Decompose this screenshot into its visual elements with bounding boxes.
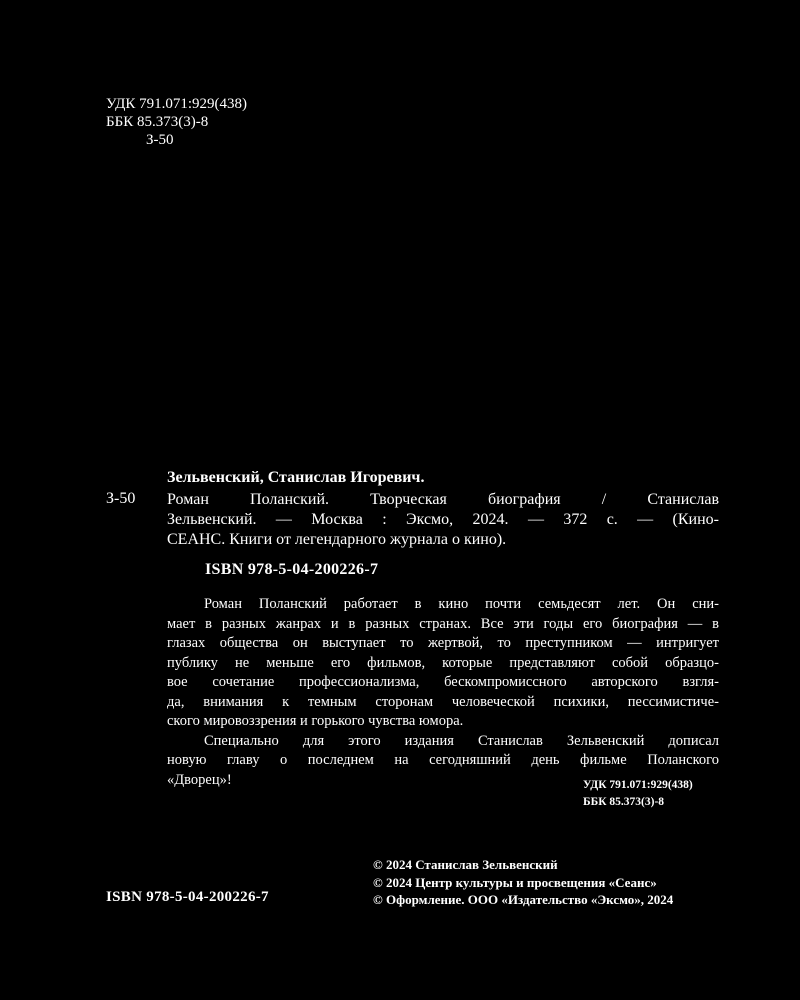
bibliographic-description <box>167 490 719 550</box>
author-heading: Зельвенский, Станислав Игоревич. <box>167 469 425 486</box>
copyright-line: © Оформление. ООО «Издательство «Эксмо», 2024 <box>373 892 674 907</box>
annotation-line: «Дворец»! <box>167 771 232 788</box>
bib-line: СЕАНС. Книги от легендарного журнала о кино). <box>167 531 507 548</box>
udk-code-right: УДК 791.071:929(438) <box>583 779 693 791</box>
annotation-line: публику не меньше его фильмов, которые представляют собой образцо- <box>167 654 719 671</box>
annotation-line: новую главу о последнем на сегодняшний день фильме Поланского <box>167 752 719 768</box>
top-classification-codes <box>106 95 247 149</box>
copyright-block <box>373 856 673 909</box>
author-mark-left: З-50 <box>106 490 136 507</box>
bib-line: Зельвенский. — Москва : Эксмо, 2024. — 372 с. — (Кино- <box>167 511 719 528</box>
annotation-line: мает в разных жанрах и в разных странах. Все эти годы его биография — в <box>167 615 719 632</box>
annotation-line: Роман Поланский работает в кино почти семьдесят лет. Он сни- <box>204 596 719 612</box>
copyright-line: © 2024 Центр культуры и просвещения «Сеанс» <box>373 874 657 890</box>
udk-code: УДК 791.071:929(438) <box>106 96 247 112</box>
isbn-main: ISBN 978-5-04-200226-7 <box>205 561 379 578</box>
right-classification-codes <box>583 777 693 811</box>
author-mark: З-50 <box>146 132 174 148</box>
annotation-line: Специально для этого издания Станислав Зельвенский дописал <box>204 732 719 749</box>
annotation-line: да, внимания к темным сторонам человеческой психики, пессимистиче- <box>167 693 719 710</box>
isbn-bottom: ISBN 978-5-04-200226-7 <box>106 889 269 905</box>
annotation-line: глазах общества он выступает то жертвой, то преступником — интригует <box>167 635 719 651</box>
annotation <box>167 595 719 790</box>
annotation-line: вое сочетание профессионализма, бескомпромиссного авторского взгля- <box>167 674 719 690</box>
bib-line: Роман Поланский. Творческая биография / Станислав <box>167 491 719 508</box>
bbk-code-right: ББК 85.373(3)-8 <box>583 796 665 808</box>
annotation-line: ского мировоззрения и горького чувства юмора. <box>167 713 464 729</box>
copyright-line: © 2024 Станислав Зельвенский <box>373 857 558 872</box>
bbk-code: ББК 85.373(3)-8 <box>106 114 209 130</box>
